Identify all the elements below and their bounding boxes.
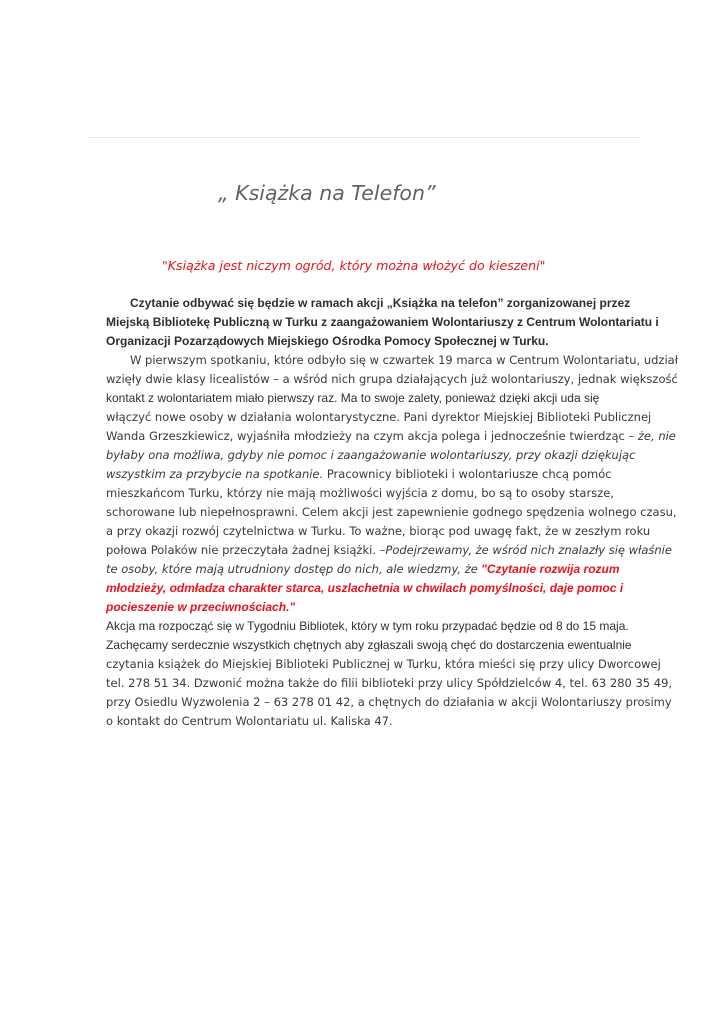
line5-italic: – że, nie	[628, 429, 676, 443]
header-rule	[88, 137, 640, 138]
line7-italic: wszystkim za przybycie na spotkanie.	[106, 467, 324, 481]
paragraph2-line-3: kontakt z wolontariatem miało pierwszy raz. Ma to swoje zalety, ponieważ dzięki akcji uda się	[106, 391, 600, 405]
paragraph2-line-5	[106, 427, 676, 446]
line11-italic: –Podejrzewamy, że wśród nich znalazły się właśnie	[379, 543, 672, 557]
paragraph1-line-2: Miejską Bibliotekę Publiczną w Turku z zaangażowaniem Wolontariuszy z Centrum Wolontariatu i	[106, 315, 659, 329]
article-body	[106, 294, 678, 731]
paragraph1-line-3: Organizacji Pozarządowych Miejskiego Ośrodka Pomocy Społecznej w Turku.	[106, 334, 549, 348]
paragraph2-line-6: byłaby ona możliwa, gdyby nie pomoc i zaangażowanie wolontariuszy, przy okazji dziękując	[106, 448, 636, 462]
paragraph3-line-1: Akcja ma rozpocząć się w Tygodniu Bibliotek, który w tym roku przypadać będzie od 8 do 15 maja.	[106, 619, 629, 633]
paragraph3-line-3: czytania książek do Miejskiej Biblioteki Publicznej w Turku, która mieści się przy ulicy Dworcowej	[106, 657, 661, 671]
paragraph3-line-4: tel. 278 51 34. Dzwonić można także do filii biblioteki przy ulicy Spółdzielców 4, tel. 63 280 35 49,	[106, 676, 673, 690]
paragraph2-line-7	[106, 465, 646, 484]
document-title: „ Książka na Telefon”	[218, 181, 436, 205]
paragraph2-line-10: a przy okazji rozwój czytelnictwa w Turku. To ważne, biorąc pod uwagę fakt, że w zeszłym roku	[106, 524, 651, 538]
paragraph3-line-6: o kontakt do Centrum Wolontariatu ul. Kaliska 47.	[106, 714, 393, 728]
paragraph2-line-4: włączyć nowe osoby w działania wolontarystyczne. Pani dyrektor Miejskiej Biblioteki Publicznej	[106, 410, 652, 424]
paragraph2-line-2: wzięły dwie klasy licealistów – a wśród nich grupa działających już wolontariuszy, jednak większość	[106, 372, 678, 386]
paragraph2-line-9: schorowane lub niepełnosprawni. Celem akcji jest zapewnienie godnego spędzenia wolnego czasu,	[106, 505, 677, 519]
line12-italic: te osoby, które mają utrudniony dostęp do nich, ale wiedzmy, że	[106, 562, 478, 576]
line12-red-quote: "Czytanie rozwija rozum	[477, 562, 620, 576]
paragraph2-line-14: pocieszenie w przeciwnościach."	[106, 600, 296, 614]
paragraph3-line-5: przy Osiedlu Wyzwolenia 2 – 63 278 01 42, a chętnych do działania w akcji Wolontariuszy prosimy	[106, 695, 672, 709]
epigraph-quote: "Książka jest niczym ogród, który można włożyć do kieszeni"	[162, 258, 546, 273]
paragraph2-line-13: młodzieży, odmładza charakter starca, uszlachetnia w chwilach pomyślności, daje pomoc i	[106, 581, 624, 595]
paragraph2-line-1: W pierwszym spotkaniu, które odbyło się w czwartek 19 marca w Centrum Wolontariatu, udział	[130, 353, 678, 367]
paragraph2-line-12	[106, 560, 646, 579]
line11-text: połowa Polaków nie przeczytała żadnej książki.	[106, 543, 380, 557]
line5-text: Wanda Grzeszkiewicz, wyjaśniła młodzieży na czym akcja polega i jednocześnie twierdząc	[106, 429, 629, 443]
paragraph2-line-8: mieszkańcom Turku, którzy nie mają możliwości wyjścia z domu, bo są to osoby starsze,	[106, 486, 614, 500]
line7-text: Pracownicy biblioteki i wolontariusze chcą pomóc	[323, 467, 612, 481]
paragraph1-line-1: Czytanie odbywać się będzie w ramach akcji „Książka na telefon” zorganizowanej przez	[130, 296, 631, 310]
paragraph3-line-2: Zachęcamy serdecznie wszystkich chętnych aby zgłaszali swoją chęć do dostarczenia ewentualnie	[106, 638, 632, 652]
paragraph2-line-11	[106, 541, 672, 560]
